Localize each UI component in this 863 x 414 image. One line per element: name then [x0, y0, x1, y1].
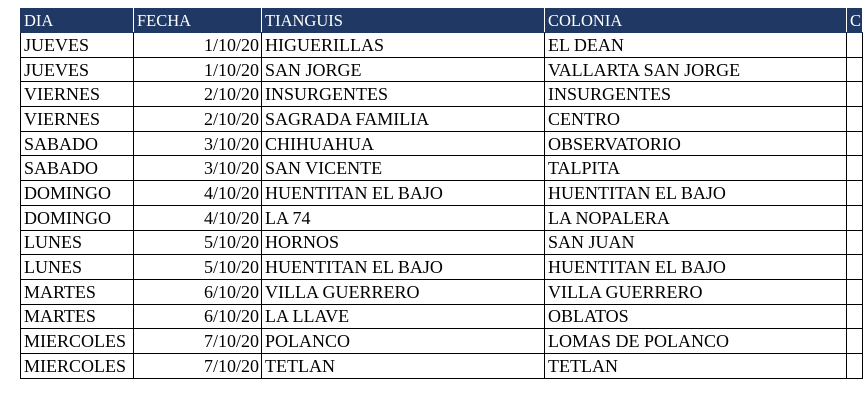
header-tianguis[interactable]: TIANGUIS [262, 9, 545, 33]
cell-tianguis[interactable]: POLANCO [262, 329, 545, 354]
cell-colonia[interactable]: LA NOPALERA [545, 205, 847, 230]
cell-tianguis[interactable]: HUENTITAN EL BAJO [262, 181, 545, 206]
cell-dia[interactable]: MARTES [21, 279, 134, 304]
cell-dia[interactable]: SABADO [21, 156, 134, 181]
table-body [21, 33, 863, 379]
cell-colonia[interactable]: INSURGENTES [545, 82, 847, 107]
cell-fecha[interactable]: 2/10/20 [134, 107, 262, 132]
cell-tianguis[interactable]: HUENTITAN EL BAJO [262, 255, 545, 280]
cell-colonia[interactable]: EL DEAN [545, 33, 847, 58]
cell-tianguis[interactable]: SAGRADA FAMILIA [262, 107, 545, 132]
cell-dia[interactable]: VIERNES [21, 107, 134, 132]
cell-dia[interactable]: LUNES [21, 255, 134, 280]
cell-truncated[interactable] [847, 279, 863, 304]
table-row [21, 33, 863, 58]
cell-fecha[interactable]: 1/10/20 [134, 57, 262, 82]
table-row [21, 304, 863, 329]
cell-tianguis[interactable]: HIGUERILLAS [262, 33, 545, 58]
table-row [21, 230, 863, 255]
cell-colonia[interactable]: HUENTITAN EL BAJO [545, 255, 847, 280]
header-colonia[interactable]: COLONIA [545, 9, 847, 33]
cell-fecha[interactable]: 7/10/20 [134, 353, 262, 378]
cell-colonia[interactable]: HUENTITAN EL BAJO [545, 181, 847, 206]
cell-truncated[interactable] [847, 230, 863, 255]
cell-colonia[interactable]: TALPITA [545, 156, 847, 181]
cell-dia[interactable]: DOMINGO [21, 181, 134, 206]
table-row [21, 255, 863, 280]
cell-truncated[interactable] [847, 156, 863, 181]
cell-colonia[interactable]: OBLATOS [545, 304, 847, 329]
cell-tianguis[interactable]: LA 74 [262, 205, 545, 230]
table-row [21, 329, 863, 354]
cell-fecha[interactable]: 3/10/20 [134, 131, 262, 156]
cell-truncated[interactable] [847, 353, 863, 378]
cell-colonia[interactable]: CENTRO [545, 107, 847, 132]
table-row [21, 353, 863, 378]
table-row [21, 205, 863, 230]
cell-fecha[interactable]: 1/10/20 [134, 33, 262, 58]
table-row [21, 82, 863, 107]
cell-truncated[interactable] [847, 82, 863, 107]
cell-fecha[interactable]: 5/10/20 [134, 230, 262, 255]
cell-colonia[interactable]: VILLA GUERRERO [545, 279, 847, 304]
cell-dia[interactable]: JUEVES [21, 57, 134, 82]
table-row [21, 279, 863, 304]
header-row [21, 9, 863, 33]
cell-fecha[interactable]: 4/10/20 [134, 181, 262, 206]
cell-truncated[interactable] [847, 329, 863, 354]
cell-fecha[interactable]: 3/10/20 [134, 156, 262, 181]
header-fecha[interactable]: FECHA [134, 9, 262, 33]
cell-fecha[interactable]: 6/10/20 [134, 304, 262, 329]
cell-colonia[interactable]: TETLAN [545, 353, 847, 378]
cell-fecha[interactable]: 4/10/20 [134, 205, 262, 230]
table-row [21, 57, 863, 82]
cell-truncated[interactable] [847, 33, 863, 58]
cell-fecha[interactable]: 7/10/20 [134, 329, 262, 354]
cell-truncated[interactable] [847, 181, 863, 206]
cell-fecha[interactable]: 6/10/20 [134, 279, 262, 304]
cell-dia[interactable]: LUNES [21, 230, 134, 255]
cell-colonia[interactable]: OBSERVATORIO [545, 131, 847, 156]
cell-truncated[interactable] [847, 131, 863, 156]
table-row [21, 131, 863, 156]
cell-tianguis[interactable]: INSURGENTES [262, 82, 545, 107]
cell-dia[interactable]: JUEVES [21, 33, 134, 58]
header-dia[interactable]: DIA [21, 9, 134, 33]
tianguis-schedule-table [20, 8, 863, 379]
cell-tianguis[interactable]: VILLA GUERRERO [262, 279, 545, 304]
cell-tianguis[interactable]: SAN JORGE [262, 57, 545, 82]
cell-tianguis[interactable]: TETLAN [262, 353, 545, 378]
table-row [21, 181, 863, 206]
cell-truncated[interactable] [847, 255, 863, 280]
cell-tianguis[interactable]: CHIHUAHUA [262, 131, 545, 156]
cell-tianguis[interactable]: HORNOS [262, 230, 545, 255]
cell-truncated[interactable] [847, 304, 863, 329]
cell-truncated[interactable] [847, 107, 863, 132]
table-row [21, 156, 863, 181]
cell-colonia[interactable]: LOMAS DE POLANCO [545, 329, 847, 354]
cell-truncated[interactable] [847, 205, 863, 230]
cell-dia[interactable]: DOMINGO [21, 205, 134, 230]
cell-colonia[interactable]: VALLARTA SAN JORGE [545, 57, 847, 82]
cell-colonia[interactable]: SAN JUAN [545, 230, 847, 255]
cell-fecha[interactable]: 5/10/20 [134, 255, 262, 280]
cell-dia[interactable]: VIERNES [21, 82, 134, 107]
cell-tianguis[interactable]: LA LLAVE [262, 304, 545, 329]
cell-dia[interactable]: SABADO [21, 131, 134, 156]
cell-dia[interactable]: MARTES [21, 304, 134, 329]
spreadsheet-table-container [20, 8, 862, 379]
header-truncated-column[interactable]: C [847, 9, 863, 33]
cell-tianguis[interactable]: SAN VICENTE [262, 156, 545, 181]
cell-truncated[interactable] [847, 57, 863, 82]
table-row [21, 107, 863, 132]
cell-dia[interactable]: MIERCOLES [21, 329, 134, 354]
cell-dia[interactable]: MIERCOLES [21, 353, 134, 378]
cell-fecha[interactable]: 2/10/20 [134, 82, 262, 107]
